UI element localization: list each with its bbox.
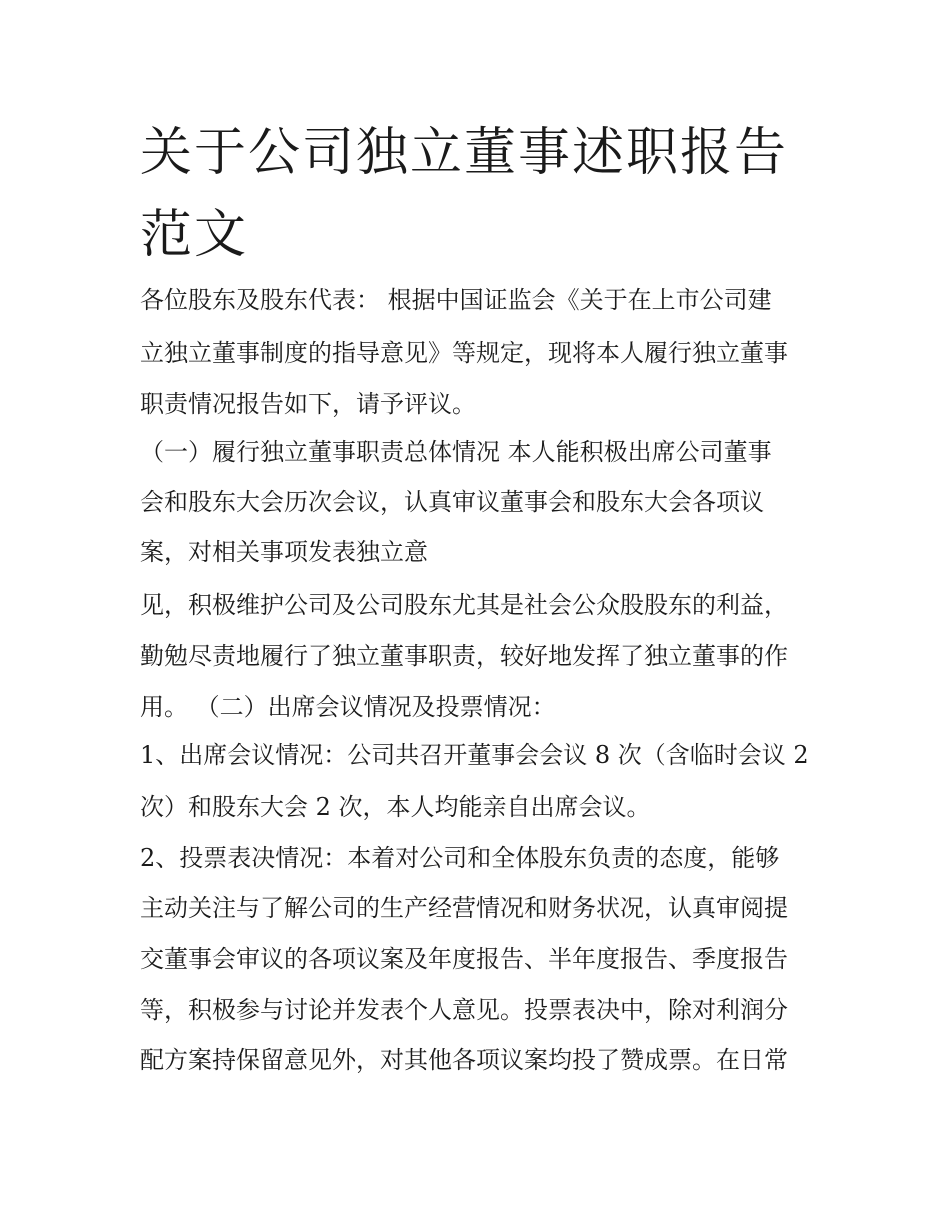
- body-line: 会和股东大会历次会议，认真审议董事会和股东大会各项议: [140, 488, 764, 516]
- body-line: 交董事会审议的各项议案及年度报告、半年度报告、季度报告: [140, 945, 788, 973]
- body-line: 1、出席会议情况：公司共召开董事会会议 8 次（含临时会议 2: [140, 741, 809, 769]
- body-line: 职责情况报告如下，请予评议。: [140, 390, 476, 418]
- body-line: 各位股东及股东代表： 根据中国证监会《关于在上市公司建: [140, 286, 772, 314]
- body-line: 案，对相关事项发表独立意: [140, 538, 428, 566]
- body-line: 见，积极维护公司及公司股东尤其是社会公众股股东的利益，: [140, 591, 788, 619]
- body-line: 次）和股东大会 2 次，本人均能亲自出席会议。: [140, 793, 651, 821]
- body-line: 等，积极参与讨论并发表个人意见。投票表决中，除对利润分: [140, 996, 788, 1024]
- body-line: 勤勉尽责地履行了独立董事职责，较好地发挥了独立董事的作: [140, 642, 788, 670]
- body-line: 主动关注与了解公司的生产经营情况和财务状况，认真审阅提: [140, 894, 788, 922]
- body-line: 配方案持保留意见外，对其他各项议案均投了赞成票。在日常: [140, 1046, 788, 1074]
- body-line: （一）履行独立董事职责总体情况 本人能积极出席公司董事: [140, 438, 772, 466]
- body-line: 立独立董事制度的指导意见》等规定，现将本人履行独立董事: [140, 339, 788, 367]
- body-line: 用。 （二）出席会议情况及投票情况：: [140, 693, 556, 721]
- document-title: 关于公司独立董事述职报告范文: [140, 123, 789, 265]
- body-line: 2、投票表决情况：本着对公司和全体股东负责的态度，能够: [140, 844, 780, 872]
